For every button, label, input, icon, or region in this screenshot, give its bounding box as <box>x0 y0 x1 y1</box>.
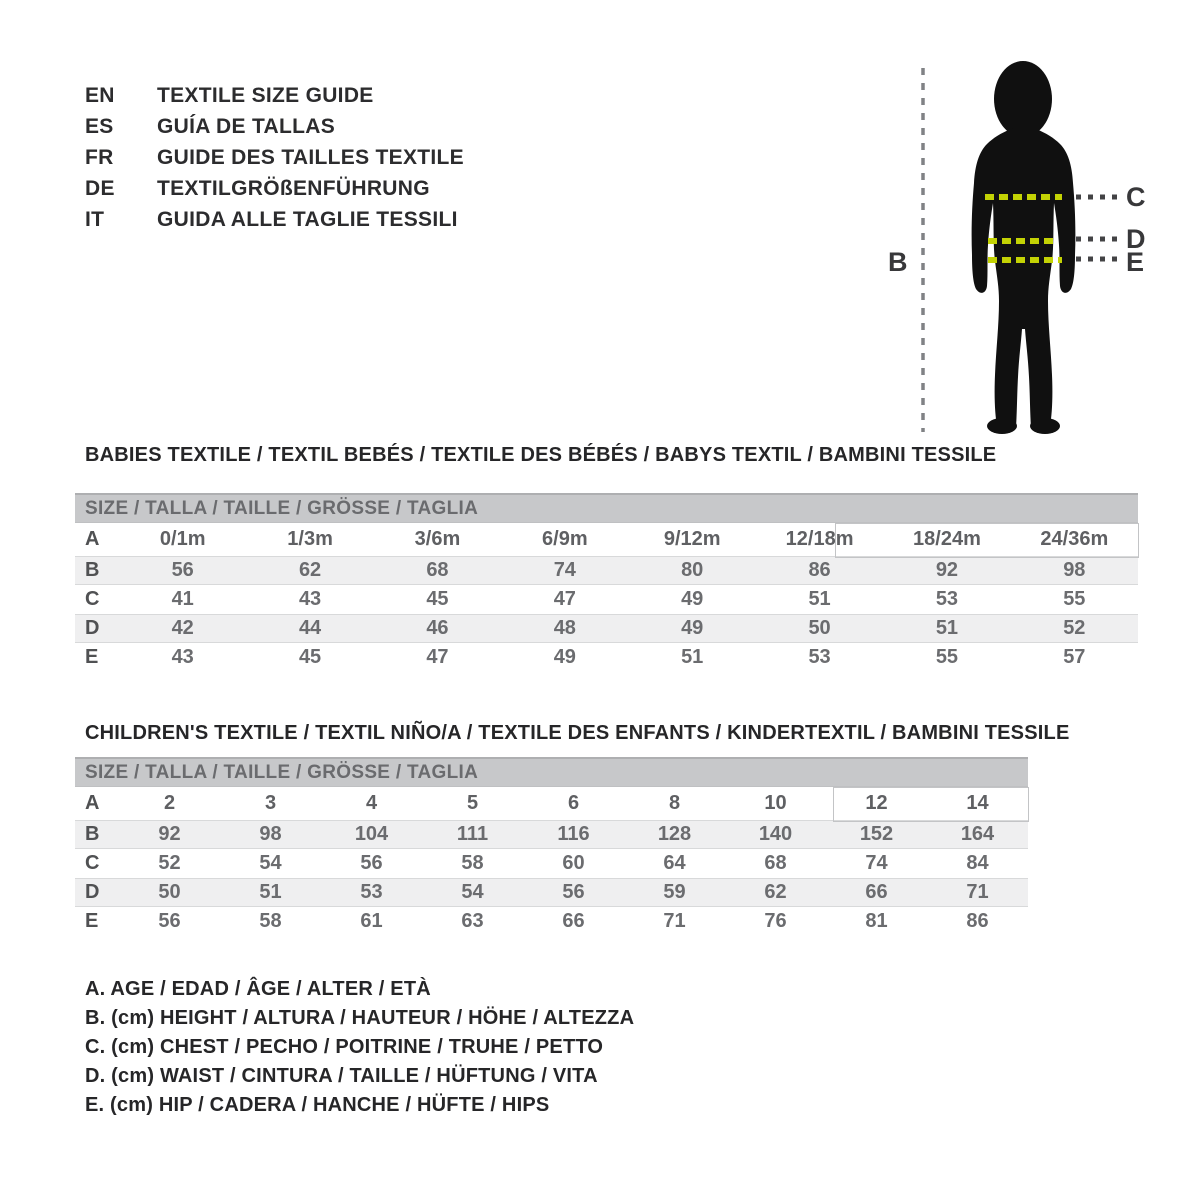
cell: 48 <box>553 617 576 639</box>
cell: 74 <box>865 852 888 874</box>
cell: 80 <box>681 559 704 581</box>
cell: 98 <box>259 823 282 845</box>
cell: 56 <box>171 559 194 581</box>
cell: 128 <box>657 823 692 845</box>
table-row-waist <box>75 614 1138 643</box>
table-row-height <box>75 820 1028 849</box>
language-code: EN <box>85 83 115 107</box>
table-row-age <box>75 787 1028 820</box>
cell: 49 <box>553 646 576 668</box>
cell: 68 <box>426 559 449 581</box>
label-d: D <box>1126 224 1146 254</box>
language-row-it <box>85 204 464 235</box>
cell: 6 <box>567 792 580 814</box>
cell: 45 <box>426 588 449 610</box>
children-table-header <box>75 757 1028 787</box>
cell: 116 <box>557 823 590 845</box>
cell: 42 <box>171 617 194 639</box>
cell: 44 <box>298 617 322 639</box>
table-row-height <box>75 556 1138 585</box>
row-label: C <box>85 852 100 874</box>
label-e: E <box>1126 247 1145 277</box>
cell: 9/12m <box>663 528 721 550</box>
table-row-age <box>75 523 1138 556</box>
cell: 71 <box>966 881 989 903</box>
cell: 50 <box>158 881 181 903</box>
cell: 0/1m <box>159 528 206 550</box>
row-label: D <box>85 617 100 639</box>
cell: 43 <box>171 646 194 668</box>
child-silhouette-icon <box>972 61 1076 434</box>
row-label: D <box>85 881 100 903</box>
table-row-hip <box>75 643 1138 672</box>
cell: 84 <box>966 852 989 874</box>
cell: 63 <box>461 910 484 932</box>
cell: 51 <box>808 588 831 610</box>
children-size-table <box>75 757 1028 936</box>
cell: 74 <box>553 559 576 581</box>
cell: 49 <box>681 617 704 639</box>
table-row-chest <box>75 585 1138 614</box>
cell: 53 <box>360 881 383 903</box>
cell: 50 <box>808 617 831 639</box>
cell: 66 <box>865 881 888 903</box>
cell: 14 <box>966 792 989 814</box>
cell: 71 <box>663 910 686 932</box>
cell: 52 <box>158 852 181 874</box>
cell: 6/9m <box>542 528 588 550</box>
guide-title-en: TEXTILE SIZE GUIDE <box>157 83 374 107</box>
cell: 43 <box>298 588 322 610</box>
cell: 68 <box>764 852 787 874</box>
size-header-label: SIZE / TALLA / TAILLE / GRÖSSE / TAGLIA <box>85 761 479 783</box>
cell: 98 <box>1063 559 1086 581</box>
cell: 53 <box>935 588 959 610</box>
row-label: A <box>85 528 100 550</box>
cell: 56 <box>360 852 383 874</box>
guide-title-it: GUIDA ALLE TAGLIE TESSILI <box>157 207 458 231</box>
cell: 12 <box>865 792 888 814</box>
guide-title-es: GUÍA DE TALLAS <box>157 114 336 138</box>
cell: 56 <box>158 910 181 932</box>
row-label: B <box>85 823 100 845</box>
babies-table-header <box>75 493 1138 523</box>
cell: 4 <box>365 792 378 814</box>
row-label: A <box>85 792 100 814</box>
cell: 41 <box>171 588 194 610</box>
row-label: C <box>85 588 100 610</box>
row-label: E <box>85 646 99 668</box>
cell: 45 <box>298 646 322 668</box>
row-label: B <box>85 559 100 581</box>
cell: 18/24m <box>913 528 981 550</box>
cell: 3 <box>264 792 277 814</box>
row-label: E <box>85 910 99 932</box>
legend-height: B. (cm) HEIGHT / ALTURA / HAUTEUR / HÖHE / ALTEZZA <box>85 1007 635 1029</box>
cell: 47 <box>553 588 576 610</box>
cell: 58 <box>259 910 282 932</box>
language-row-en <box>85 80 464 111</box>
legend-waist: D. (cm) WAIST / CINTURA / TAILLE / HÜFTUNG / VITA <box>85 1065 598 1087</box>
cell: 54 <box>461 881 484 903</box>
cell: 111 <box>456 823 489 845</box>
cell: 64 <box>663 852 686 874</box>
label-b: B <box>888 247 908 277</box>
cell: 51 <box>259 881 282 903</box>
cell: 53 <box>808 646 831 668</box>
cell: 104 <box>354 823 389 845</box>
table-row-waist <box>75 878 1028 907</box>
language-row-de <box>85 173 464 204</box>
cell: 1/3m <box>287 528 333 550</box>
size-header-label: SIZE / TALLA / TAILLE / GRÖSSE / TAGLIA <box>85 497 479 519</box>
babies-size-table <box>75 493 1138 672</box>
table-row-hip <box>75 907 1028 936</box>
children-section-title: CHILDREN'S TEXTILE / TEXTIL NIÑO/A / TEXTILE DES ENFANTS / KINDERTEXTIL / BAMBINI TESSILE <box>85 722 1070 744</box>
child-measurement-diagram <box>880 45 1180 445</box>
cell: 56 <box>562 881 585 903</box>
guide-title-fr: GUIDE DES TAILLES TEXTILE <box>157 145 464 169</box>
cell: 51 <box>935 617 959 639</box>
cell: 47 <box>426 646 449 668</box>
legend-hip: E. (cm) HIP / CADERA / HANCHE / HÜFTE / HIPS <box>85 1094 550 1116</box>
cell: 55 <box>935 646 959 668</box>
cell: 59 <box>663 881 686 903</box>
language-row-es <box>85 111 464 142</box>
cell: 86 <box>966 910 989 932</box>
table-row-chest <box>75 849 1028 878</box>
cell: 51 <box>681 646 704 668</box>
cell: 2 <box>163 792 176 814</box>
cell: 66 <box>562 910 585 932</box>
cell: 24/36m <box>1040 528 1109 550</box>
cell: 46 <box>426 617 449 639</box>
cell: 62 <box>764 881 787 903</box>
cell: 54 <box>259 852 282 874</box>
cell: 55 <box>1063 588 1086 610</box>
measurement-legend <box>85 975 634 1120</box>
language-code: ES <box>85 114 114 138</box>
cell: 86 <box>808 559 831 581</box>
language-row-fr <box>85 142 464 173</box>
cell: 60 <box>562 852 585 874</box>
legend-chest: C. (cm) CHEST / PECHO / POITRINE / TRUHE / PETTO <box>85 1036 604 1058</box>
language-code: FR <box>85 145 114 169</box>
legend-age: A. AGE / EDAD / ÂGE / ALTER / ETÀ <box>85 978 431 1000</box>
guide-title-de: TEXTILGRÖßENFÜHRUNG <box>157 176 430 200</box>
language-title-list <box>85 80 464 235</box>
cell: 5 <box>466 792 479 814</box>
cell: 62 <box>298 559 322 581</box>
cell: 3/6m <box>414 528 461 550</box>
cell: 8 <box>668 792 681 814</box>
cell: 81 <box>865 910 888 932</box>
label-c: C <box>1126 182 1146 212</box>
cell: 92 <box>158 823 181 845</box>
cell: 52 <box>1063 617 1086 639</box>
language-code: IT <box>85 207 105 231</box>
cell: 61 <box>360 910 383 932</box>
cell: 10 <box>764 792 787 814</box>
cell: 152 <box>859 823 894 845</box>
cell: 49 <box>681 588 704 610</box>
cell: 58 <box>461 852 484 874</box>
cell: 57 <box>1063 646 1086 668</box>
language-code: DE <box>85 176 115 200</box>
cell: 92 <box>935 559 959 581</box>
cell: 76 <box>764 910 787 932</box>
babies-section-title: BABIES TEXTILE / TEXTIL BEBÉS / TEXTILE DES BÉBÉS / BABYS TEXTIL / BAMBINI TESSILE <box>85 444 997 466</box>
cell: 140 <box>758 823 793 845</box>
cell: 164 <box>960 823 995 845</box>
cell: 12/18m <box>785 528 854 550</box>
